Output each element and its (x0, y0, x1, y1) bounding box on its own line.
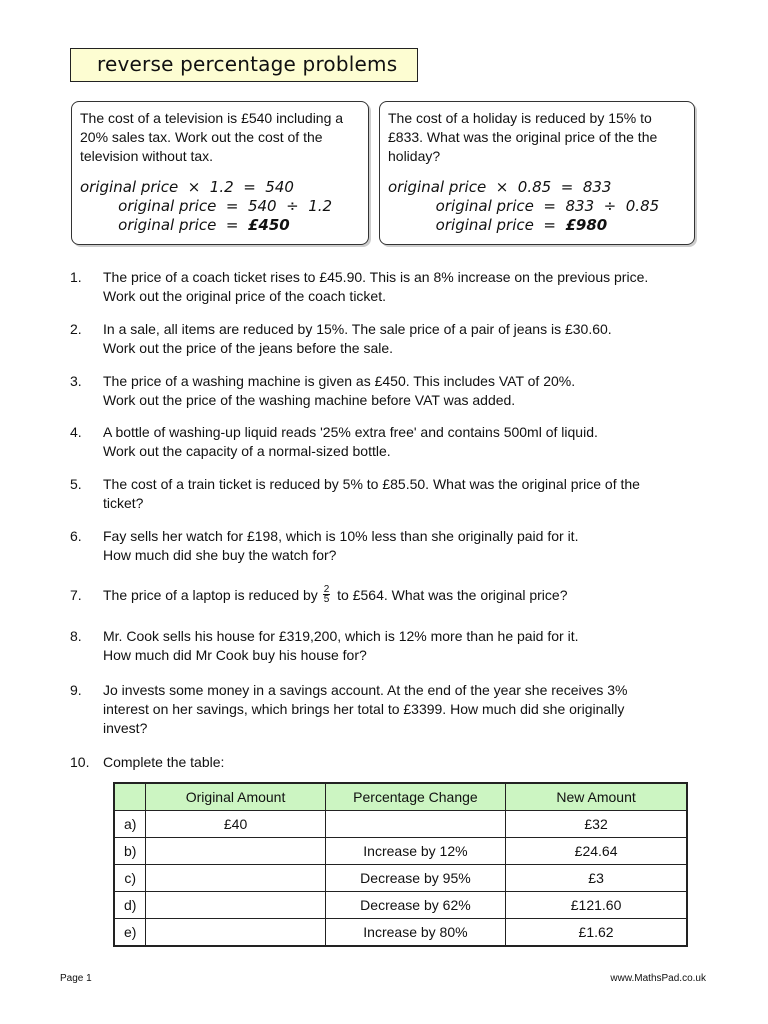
percentage-change-cell: Decrease by 95% (325, 865, 505, 892)
percentage-change-cell: Increase by 12% (325, 838, 505, 865)
table-header: Original Amount (146, 783, 325, 811)
example-box-holiday (379, 101, 695, 245)
row-label: e) (114, 919, 146, 947)
percentage-change-cell: Decrease by 62% (325, 892, 505, 919)
question-5: 5. The cost of a train ticket is reduced by 5% to £85.50. What was the original price of the ticket? (70, 476, 640, 511)
original-amount-cell (146, 865, 325, 892)
question-6: 6. Fay sells her watch for £198, which is 10% less than she originally paid for it. How much did she buy the watch for? (70, 528, 579, 563)
example-prompt: The cost of a holiday is reduced by 15% to £833. What was the original price of the the holiday? (388, 110, 658, 164)
question-2: 2. In a sale, all items are reduced by 15%. The sale price of a pair of jeans is £30.60. Work out the price of the jeans before the sale. (70, 321, 612, 356)
original-amount-cell: £40 (146, 811, 325, 838)
working-line: original price = 540 ÷ 1.2 (80, 197, 333, 215)
table-header: New Amount (506, 783, 687, 811)
question-8: 8. Mr. Cook sells his house for £319,200, which is 12% more than he paid for it. How much did Mr Cook buy his house for? (70, 628, 579, 663)
row-label: a) (114, 811, 146, 838)
example-prompt: The cost of a television is £540 including a 20% sales tax. Work out the cost of the television without tax. (80, 110, 344, 164)
page-number: Page 1 (60, 973, 92, 984)
question-7: 7. The price of a laptop is reduced by $\frac{2}{5}$ to £564. What was the original price? (70, 583, 568, 605)
row-label: c) (114, 865, 146, 892)
question-10: 10. Complete the table: (70, 754, 225, 770)
working-line: original price × 0.85 = 833 (388, 178, 612, 196)
question-4: 4. A bottle of washing-up liquid reads '25% extra free' and contains 500ml of liquid. Work out the capacity of a normal-sized bottle. (70, 424, 598, 459)
original-amount-cell (146, 892, 325, 919)
new-amount-cell: £1.62 (506, 919, 687, 947)
example-answer: £980 (565, 216, 608, 234)
table-row (114, 919, 687, 947)
table-row (114, 865, 687, 892)
example-answer: £450 (247, 216, 290, 234)
table-header (114, 783, 146, 811)
site-credit: www.MathsPad.co.uk (610, 973, 706, 984)
new-amount-cell: £32 (506, 811, 687, 838)
fraction: $\frac{2}{5}$ (323, 583, 330, 605)
question-3: 3. The price of a washing machine is given as £450. This includes VAT of 20%. Work out the price of the washing machine before VAT was added. (70, 373, 576, 408)
original-amount-cell (146, 919, 325, 947)
row-label: d) (114, 892, 146, 919)
table-row (114, 892, 687, 919)
original-amount-cell (146, 838, 325, 865)
question-9: 9. Jo invests some money in a savings account. At the end of the year she receives 3% interest on her savings, which brings her total to £3399. How much did she originally invest? (70, 682, 628, 736)
table-header-row (114, 783, 687, 811)
new-amount-cell: £24.64 (506, 838, 687, 865)
example-working (388, 178, 686, 235)
example-working (80, 178, 360, 235)
working-line: original price = £450 (80, 216, 290, 234)
new-amount-cell: £121.60 (506, 892, 687, 919)
question-1: 1. The price of a coach ticket rises to £45.90. This is an 8% increase on the previous price. Work out the original price of the coach ticket. (70, 269, 649, 304)
new-amount-cell: £3 (506, 865, 687, 892)
worksheet-title: reverse percentage problems (70, 48, 418, 82)
working-line: original price × 1.2 = 540 (80, 178, 294, 196)
working-line: original price = £980 (388, 216, 608, 234)
completion-table (113, 782, 688, 947)
row-label: b) (114, 838, 146, 865)
example-box-television (71, 101, 369, 245)
table-header: Percentage Change (325, 783, 505, 811)
working-line: original price = 833 ÷ 0.85 (388, 197, 660, 215)
table-row (114, 811, 687, 838)
percentage-change-cell: Increase by 80% (325, 919, 505, 947)
percentage-change-cell (325, 811, 505, 838)
table-row (114, 838, 687, 865)
